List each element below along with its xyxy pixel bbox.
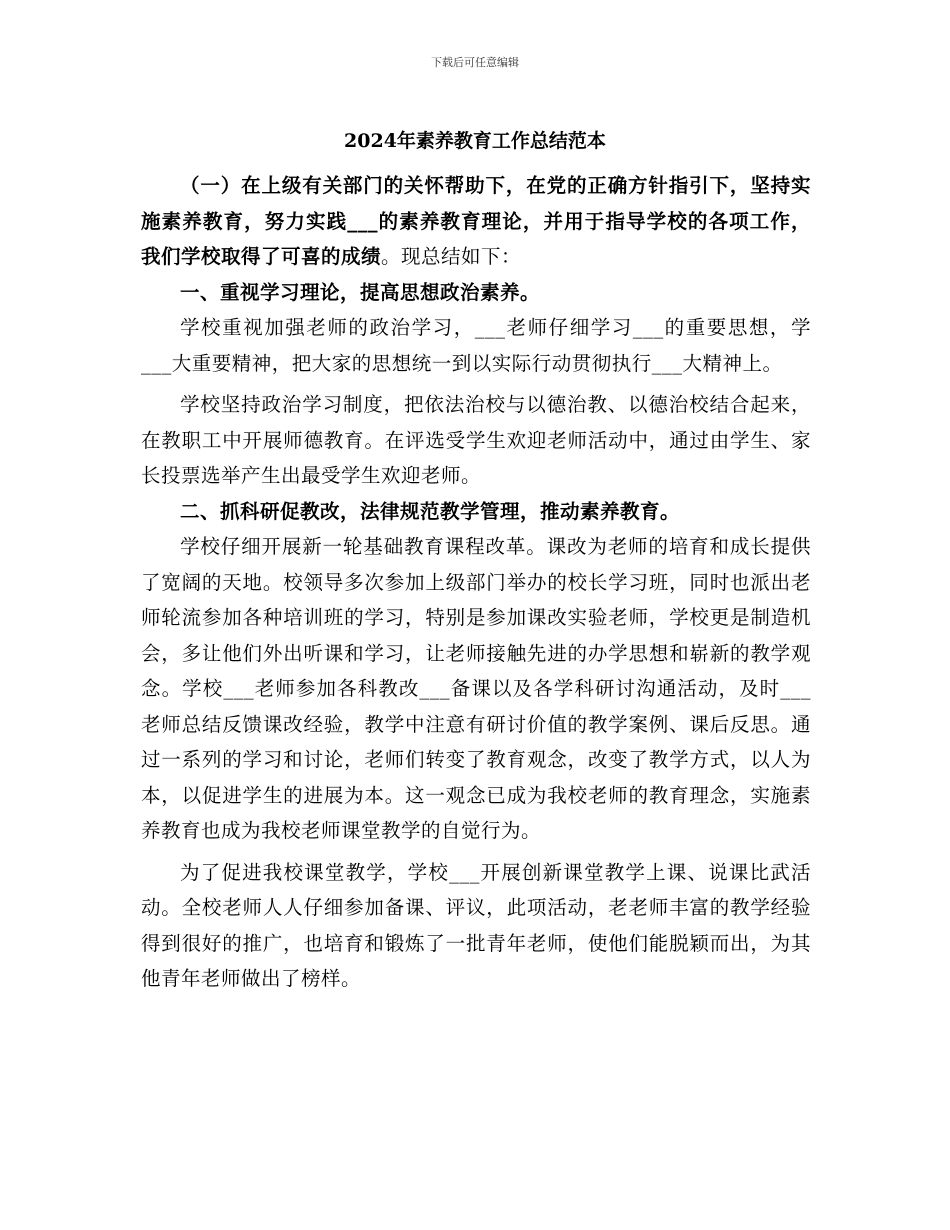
intro-normal-text: 。现总结如下： — [381, 245, 522, 268]
section-heading-1: 一、重视学习理论，提高思想政治素养。 — [180, 280, 541, 304]
intro-paragraph — [141, 168, 811, 275]
intro-bold-text: （一）在上级有关部门的关怀帮助下，在党的正确方针指引下，坚持实施素养教育，努力实践___的素养教育理论，并用于指导学校的各项工作，我们学校取得了可喜的成绩 — [141, 174, 811, 268]
header-note: 下载后可任意编辑 — [431, 56, 519, 69]
document-body — [141, 168, 811, 997]
section-heading-2: 二、抓科研促教改，法律规范教学管理，推动素养教育。 — [180, 499, 681, 523]
section-1-paragraph-2: 学校坚持政治学习制度，把依法治校与以德治教、以德治校结合起来，在教职工中开展师德教育。在评选受学生欢迎老师活动中，通过由学生、家长投票选举产生出最受学生欢迎老师。 — [141, 393, 811, 487]
section-1-paragraph-1: 学校重视加强老师的政治学习，___老师仔细学习___的重要思想，学___大重要精神，把大家的思想统一到以实际行动贯彻执行___大精神上。 — [141, 316, 811, 375]
section-2-paragraph-2: 为了促进我校课堂教学，学校___开展创新课堂教学上课、说课比武活动。全校老师人人仔细参加备课、评议，此项活动，老老师丰富的教学经验得到很好的推广，也培育和锻炼了一批青年老师，使他们能脱颖而出，为其他青年老师做出了榜样。 — [141, 860, 811, 990]
section-2-paragraph-1: 学校仔细开展新一轮基础教育课程改革。课改为老师的培育和成长提供了宽阔的天地。校领导多次参加上级部门举办的校长学习班，同时也派出老师轮流参加各种培训班的学习，特别是参加课改实验老师，学校更是制造机会，多让他们外出听课和学习，让老师接触先进的办学思想和崭新的教学观念。学校___老师参加各科教改___备课以及各学科研讨沟通活动，及时___老师总结反馈课改经验，教学中注意有研讨价值的教学案例、课后反思。通过一系列的学习和讨论，老师们转变了教育观念，改变了教学方式，以人为本，以促进学生的进展为本。这一观念已成为我校老师的教育理念，实施素养教育也成为我校老师课堂教学的自觉行为。 — [141, 535, 811, 842]
document-title: 2024年素养教育工作总结范本 — [344, 130, 606, 152]
